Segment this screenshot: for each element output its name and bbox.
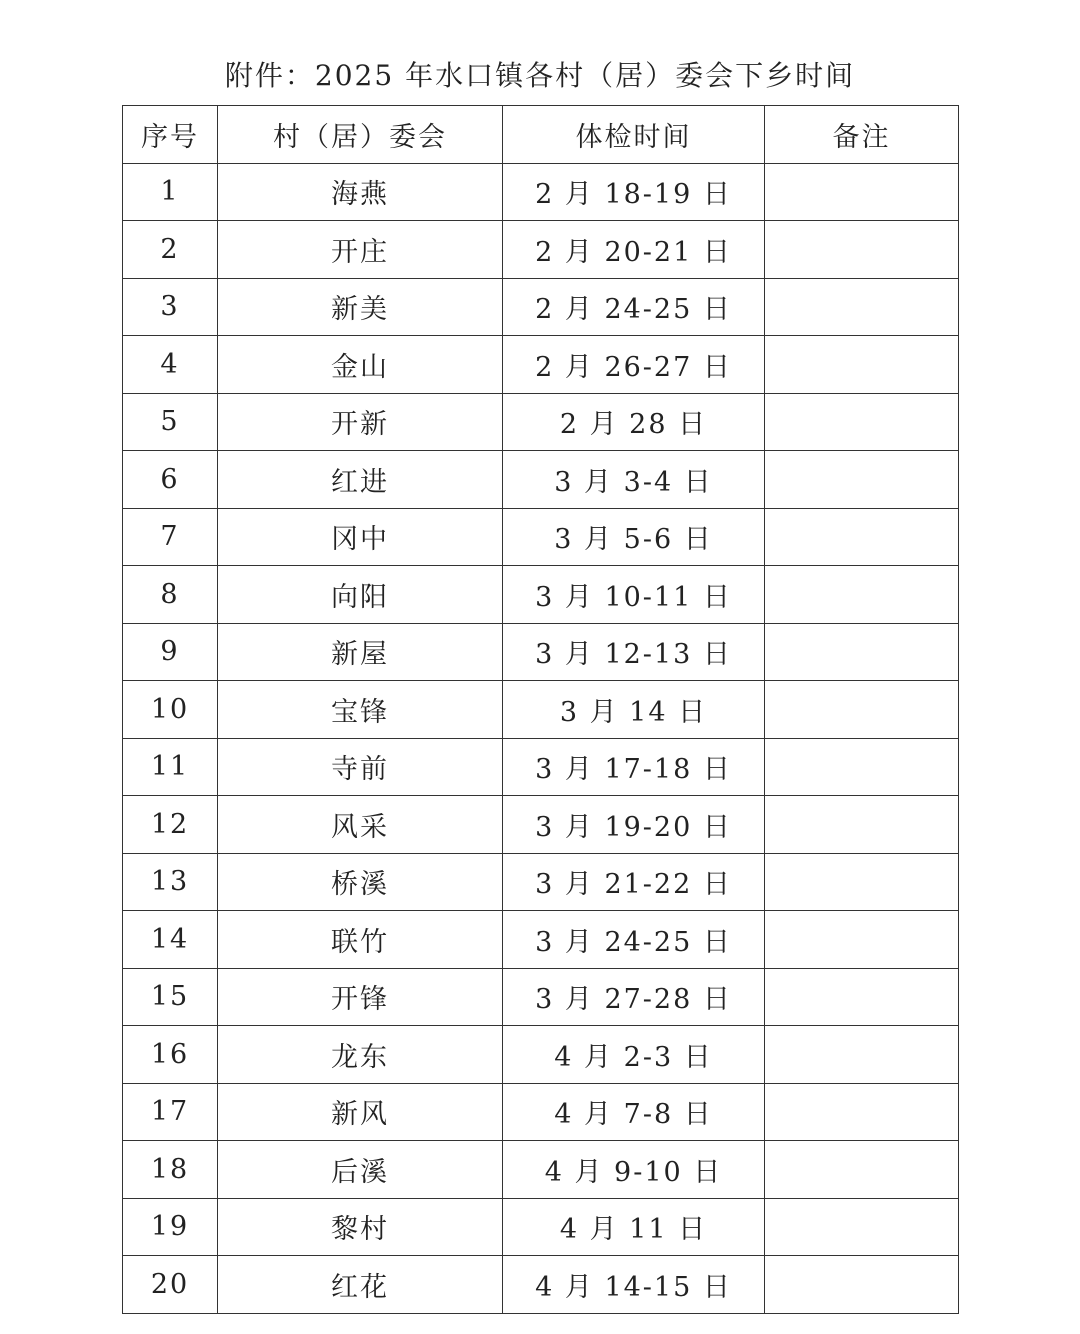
table-row — [123, 853, 959, 911]
village-name-cell: 红花 — [218, 1256, 503, 1314]
header-remarks: 备注 — [765, 106, 959, 164]
row-number-cell: 16 — [123, 1026, 218, 1084]
table-row — [123, 796, 959, 854]
table-body — [123, 163, 959, 1313]
checkup-date-cell: 3 月 21-22 日 — [503, 853, 765, 911]
remarks-cell — [765, 1141, 959, 1199]
village-name-cell: 桥溪 — [218, 853, 503, 911]
row-number-cell: 14 — [123, 911, 218, 969]
table-row — [123, 738, 959, 796]
row-number-cell: 8 — [123, 566, 218, 624]
row-number-cell: 7 — [123, 508, 218, 566]
remarks-cell — [765, 336, 959, 394]
village-name-cell: 宝锋 — [218, 681, 503, 739]
village-name-cell: 开锋 — [218, 968, 503, 1026]
checkup-date-cell: 4 月 9-10 日 — [503, 1141, 765, 1199]
row-number-cell: 20 — [123, 1256, 218, 1314]
table-row — [123, 566, 959, 624]
checkup-date-cell: 4 月 11 日 — [503, 1198, 765, 1256]
table-row — [123, 278, 959, 336]
remarks-cell — [765, 451, 959, 509]
row-number-cell: 9 — [123, 623, 218, 681]
checkup-date-cell: 4 月 14-15 日 — [503, 1256, 765, 1314]
village-name-cell: 金山 — [218, 336, 503, 394]
remarks-cell — [765, 1083, 959, 1141]
checkup-date-cell: 3 月 27-28 日 — [503, 968, 765, 1026]
village-name-cell: 新风 — [218, 1083, 503, 1141]
row-number-cell: 2 — [123, 221, 218, 279]
table-row — [123, 451, 959, 509]
remarks-cell — [765, 796, 959, 854]
village-name-cell: 新屋 — [218, 623, 503, 681]
table-row — [123, 163, 959, 221]
table-row — [123, 1026, 959, 1084]
village-name-cell: 红进 — [218, 451, 503, 509]
checkup-date-cell: 3 月 10-11 日 — [503, 566, 765, 624]
header-village: 村（居）委会 — [218, 106, 503, 164]
table-row — [123, 1141, 959, 1199]
checkup-date-cell: 2 月 24-25 日 — [503, 278, 765, 336]
remarks-cell — [765, 393, 959, 451]
remarks-cell — [765, 508, 959, 566]
remarks-cell — [765, 623, 959, 681]
row-number-cell: 11 — [123, 738, 218, 796]
remarks-cell — [765, 853, 959, 911]
checkup-date-cell: 3 月 14 日 — [503, 681, 765, 739]
table-row — [123, 508, 959, 566]
row-number-cell: 3 — [123, 278, 218, 336]
table-row — [123, 393, 959, 451]
document-title: 附件：2025 年水口镇各村（居）委会下乡时间 — [224, 59, 856, 92]
schedule-table — [122, 105, 959, 1314]
table-row — [123, 336, 959, 394]
checkup-date-cell: 2 月 26-27 日 — [503, 336, 765, 394]
remarks-cell — [765, 278, 959, 336]
row-number-cell: 4 — [123, 336, 218, 394]
row-number-cell: 13 — [123, 853, 218, 911]
remarks-cell — [765, 1198, 959, 1256]
row-number-cell: 6 — [123, 451, 218, 509]
table-row — [123, 623, 959, 681]
row-number-cell: 19 — [123, 1198, 218, 1256]
village-name-cell: 寺前 — [218, 738, 503, 796]
village-name-cell: 后溪 — [218, 1141, 503, 1199]
checkup-date-cell: 3 月 19-20 日 — [503, 796, 765, 854]
checkup-date-cell: 2 月 20-21 日 — [503, 221, 765, 279]
table-row — [123, 681, 959, 739]
village-name-cell: 开庄 — [218, 221, 503, 279]
row-number-cell: 15 — [123, 968, 218, 1026]
header-number: 序号 — [123, 106, 218, 164]
row-number-cell: 1 — [123, 163, 218, 221]
remarks-cell — [765, 738, 959, 796]
checkup-date-cell: 4 月 7-8 日 — [503, 1083, 765, 1141]
checkup-date-cell: 4 月 2-3 日 — [503, 1026, 765, 1084]
village-name-cell: 联竹 — [218, 911, 503, 969]
checkup-date-cell: 3 月 24-25 日 — [503, 911, 765, 969]
row-number-cell: 17 — [123, 1083, 218, 1141]
table-row — [123, 968, 959, 1026]
checkup-date-cell: 3 月 12-13 日 — [503, 623, 765, 681]
row-number-cell: 12 — [123, 796, 218, 854]
remarks-cell — [765, 221, 959, 279]
header-checkup-time: 体检时间 — [503, 106, 765, 164]
village-name-cell: 龙东 — [218, 1026, 503, 1084]
table-row — [123, 1083, 959, 1141]
remarks-cell — [765, 566, 959, 624]
village-name-cell: 开新 — [218, 393, 503, 451]
table-row — [123, 1198, 959, 1256]
village-name-cell: 海燕 — [218, 163, 503, 221]
village-name-cell: 风采 — [218, 796, 503, 854]
remarks-cell — [765, 968, 959, 1026]
row-number-cell: 5 — [123, 393, 218, 451]
village-name-cell: 黎村 — [218, 1198, 503, 1256]
remarks-cell — [765, 163, 959, 221]
remarks-cell — [765, 1256, 959, 1314]
village-name-cell: 新美 — [218, 278, 503, 336]
village-name-cell: 向阳 — [218, 566, 503, 624]
table-row — [123, 221, 959, 279]
remarks-cell — [765, 1026, 959, 1084]
remarks-cell — [765, 681, 959, 739]
row-number-cell: 18 — [123, 1141, 218, 1199]
table-row — [123, 1256, 959, 1314]
checkup-date-cell: 3 月 17-18 日 — [503, 738, 765, 796]
row-number-cell: 10 — [123, 681, 218, 739]
table-row — [123, 911, 959, 969]
checkup-date-cell: 2 月 28 日 — [503, 393, 765, 451]
table-header-row — [123, 106, 959, 164]
remarks-cell — [765, 911, 959, 969]
village-name-cell: 冈中 — [218, 508, 503, 566]
checkup-date-cell: 2 月 18-19 日 — [503, 163, 765, 221]
checkup-date-cell: 3 月 3-4 日 — [503, 451, 765, 509]
checkup-date-cell: 3 月 5-6 日 — [503, 508, 765, 566]
